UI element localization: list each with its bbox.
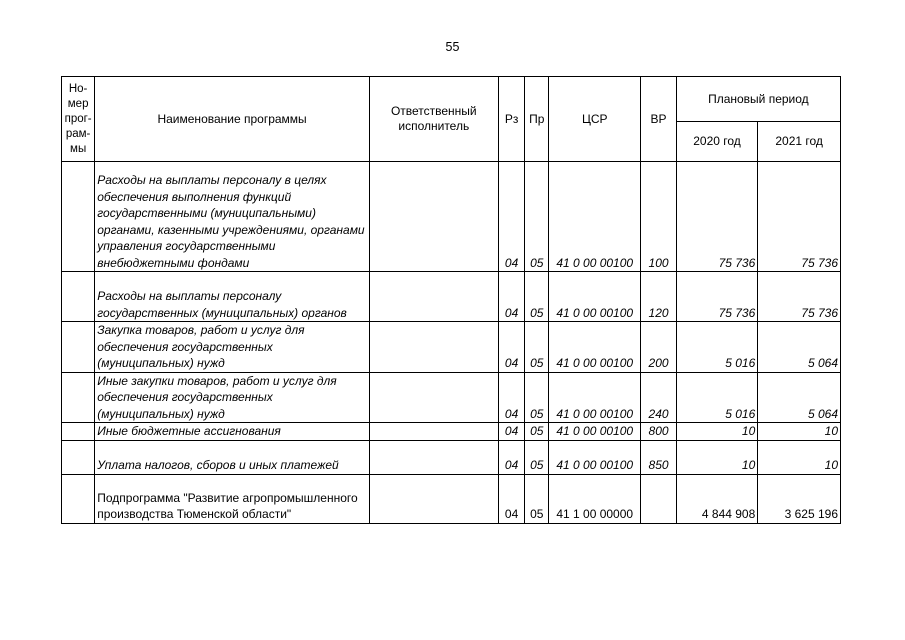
row-pr: 05 <box>525 474 549 523</box>
header-year-2020: 2020 год <box>676 122 758 162</box>
budget-table <box>61 76 841 524</box>
table-row <box>62 322 841 373</box>
row-amount-2020: 5 016 <box>676 322 758 373</box>
row-program-number <box>62 474 95 523</box>
header-rz: Рз <box>498 77 525 162</box>
header-planned-period: Плановый период <box>676 77 840 122</box>
row-program-name: Подпрограмма "Развитие агропромышленного производства Тюменской области" <box>95 474 370 523</box>
row-csr: 41 0 00 00100 <box>549 440 641 474</box>
row-rz: 04 <box>498 162 525 272</box>
row-pr: 05 <box>525 372 549 423</box>
row-executor <box>369 423 498 441</box>
row-vr <box>641 474 676 523</box>
row-program-name: Иные закупки товаров, работ и услуг для обеспечения государственных (муниципальных) нужд <box>95 372 370 423</box>
row-executor <box>369 322 498 373</box>
row-amount-2020: 4 844 908 <box>676 474 758 523</box>
row-csr: 41 1 00 00000 <box>549 474 641 523</box>
row-csr: 41 0 00 00100 <box>549 162 641 272</box>
row-program-number <box>62 440 95 474</box>
header-program-name: Наименование программы <box>95 77 370 162</box>
row-amount-2020: 10 <box>676 440 758 474</box>
row-amount-2021: 75 736 <box>758 162 841 272</box>
row-rz: 04 <box>498 322 525 373</box>
page-number: 55 <box>445 40 460 54</box>
row-vr: 800 <box>641 423 676 441</box>
row-program-number <box>62 372 95 423</box>
row-amount-2021: 3 625 196 <box>758 474 841 523</box>
row-pr: 05 <box>525 272 549 322</box>
row-amount-2021: 10 <box>758 440 841 474</box>
row-amount-2021: 10 <box>758 423 841 441</box>
row-executor <box>369 474 498 523</box>
row-amount-2021: 75 736 <box>758 272 841 322</box>
row-csr: 41 0 00 00100 <box>549 272 641 322</box>
table-body <box>62 162 841 524</box>
row-executor <box>369 162 498 272</box>
row-pr: 05 <box>525 440 549 474</box>
header-csr: ЦСР <box>549 77 641 162</box>
table-row <box>62 423 841 441</box>
row-rz: 04 <box>498 474 525 523</box>
header-vr: ВР <box>641 77 676 162</box>
row-program-name: Расходы на выплаты персоналу государственных (муниципальных) органов <box>95 272 370 322</box>
row-csr: 41 0 00 00100 <box>549 322 641 373</box>
header-pr: Пр <box>525 77 549 162</box>
row-rz: 04 <box>498 372 525 423</box>
table-row <box>62 372 841 423</box>
table-row <box>62 440 841 474</box>
table-row <box>62 162 841 272</box>
row-executor <box>369 372 498 423</box>
row-rz: 04 <box>498 423 525 441</box>
row-rz: 04 <box>498 440 525 474</box>
row-program-name: Расходы на выплаты персоналу в целях обеспечения выполнения функций государственными (муниципальными) органами, казенными учреждениями, органами управления государственными внебюджетными фондами <box>95 162 370 272</box>
row-amount-2020: 5 016 <box>676 372 758 423</box>
row-amount-2021: 5 064 <box>758 322 841 373</box>
row-pr: 05 <box>525 322 549 373</box>
row-vr: 240 <box>641 372 676 423</box>
row-program-number <box>62 322 95 373</box>
row-program-name: Уплата налогов, сборов и иных платежей <box>95 440 370 474</box>
table-row <box>62 474 841 523</box>
header-program-number: Но-мер прог-рам-мы <box>62 77 95 162</box>
row-amount-2020: 75 736 <box>676 272 758 322</box>
row-vr: 100 <box>641 162 676 272</box>
header-executor: Ответственный исполнитель <box>369 77 498 162</box>
row-executor <box>369 272 498 322</box>
row-program-name: Закупка товаров, работ и услуг для обеспечения государственных (муниципальных) нужд <box>95 322 370 373</box>
row-program-name: Иные бюджетные ассигнования <box>95 423 370 441</box>
row-csr: 41 0 00 00100 <box>549 423 641 441</box>
row-vr: 200 <box>641 322 676 373</box>
row-program-number <box>62 272 95 322</box>
row-pr: 05 <box>525 162 549 272</box>
header-year-2021: 2021 год <box>758 122 841 162</box>
row-csr: 41 0 00 00100 <box>549 372 641 423</box>
row-vr: 120 <box>641 272 676 322</box>
table-row <box>62 272 841 322</box>
row-amount-2020: 75 736 <box>676 162 758 272</box>
row-program-number <box>62 423 95 441</box>
row-vr: 850 <box>641 440 676 474</box>
row-amount-2021: 5 064 <box>758 372 841 423</box>
row-program-number <box>62 162 95 272</box>
row-amount-2020: 10 <box>676 423 758 441</box>
row-executor <box>369 440 498 474</box>
row-pr: 05 <box>525 423 549 441</box>
row-rz: 04 <box>498 272 525 322</box>
